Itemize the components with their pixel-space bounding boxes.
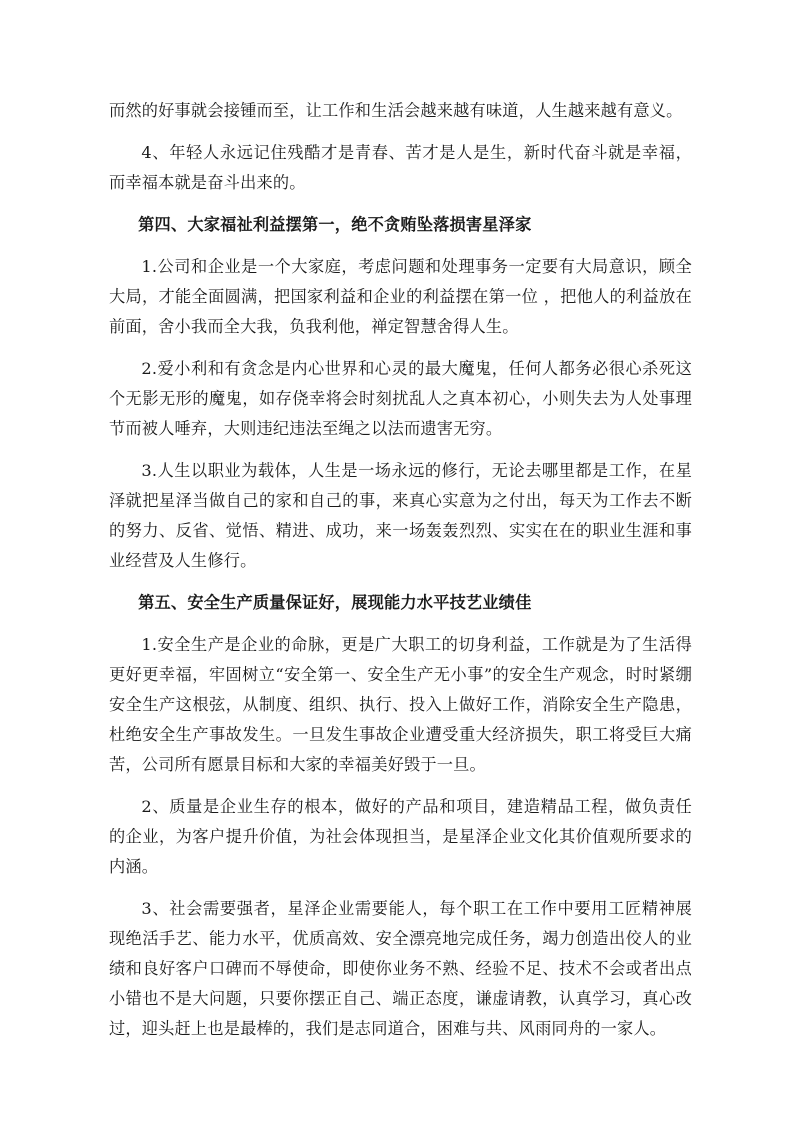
section-heading-5: 第五、安全生产质量保证好，展现能力水平技艺业绩佳 <box>138 593 532 612</box>
paragraph-4-3: 3.人生以职业为载体，人生是一场永远的修行，无论去哪里都是工作，在星泽就把星泽当做自己的家和自己的事，来真心实意为之付出，每天为工作去不断的努力、反省、觉悟、精进、成功，来一场轰轰烈烈、实实在在的职业生涯和事业经营及人生修行。 <box>109 461 692 570</box>
paragraph-5-3: 3、社会需要强者，星泽企业需要能人，每个职工在工作中要用工匠精神展现绝活手艺、能力水平，优质高效、安全漂亮地完成任务，竭力创造出佼人的业绩和良好客户口碑而不辱使命，即使你业务不熟、经验不足、技术不会或者出点小错也不是大问题，只要你摆正自己、端正态度，谦虚请教，认真学习，真心改过，迎头赶上也是最棒的，我们是志同道合，困难与共、风雨同舟的一家人。 <box>109 899 692 1038</box>
paragraph-5-1: 1.安全生产是企业的命脉，更是广大职工的切身利益，工作就是为了生活得更好更幸福，牢固树立“安全第一、安全生产无小事”的安全生产观念，时时紧绷安全生产这根弦，从制度、组织、执行、投入上做好工作，消除安全生产隐患，杜绝安全生产事故发生。一旦发生事故企业遭受重大经济损失，职工将受巨大痛苦，公司所有愿景目标和大家的幸福美好毁于一旦。 <box>109 635 692 774</box>
section-heading-4: 第四、大家福祉利益摆第一，绝不贪贿坠落损害星泽家 <box>138 215 532 234</box>
paragraph-item-4: 4、年轻人永远记住残酷才是青春、苦才是人是生，新时代奋斗就是幸福，而幸福本就是奋斗出来的。 <box>109 143 692 192</box>
paragraph-4-1: 1.公司和企业是一个大家庭，考虑问题和处理事务一定要有大局意识，顾全大局，才能全面圆满，把国家利益和企业的利益摆在第一位 ，把他人的利益放在前面，舍小我而全大我，负我利他，禅定智慧舍得人生。 <box>109 257 692 336</box>
paragraph-5-2: 2、质量是企业生存的根本，做好的产品和项目，建造精品工程，做负责任的企业，为客户提升价值，为社会体现担当，是星泽企业文化其价值观所要求的内涵。 <box>109 797 692 876</box>
paragraph-continuation: 而然的好事就会接锺而至，让工作和生活会越来越有味道，人生越来越有意义。 <box>109 101 683 120</box>
paragraph-4-2: 2.爱小利和有贪念是内心世界和心灵的最大魔鬼，任何人都务必很心杀死这个无影无形的魔鬼，如存侥幸将会时刻扰乱人之真本初心，小则失去为人处事理节而被人唾弃，大则违纪违法至绳之以法而遗害无穷。 <box>109 359 692 438</box>
